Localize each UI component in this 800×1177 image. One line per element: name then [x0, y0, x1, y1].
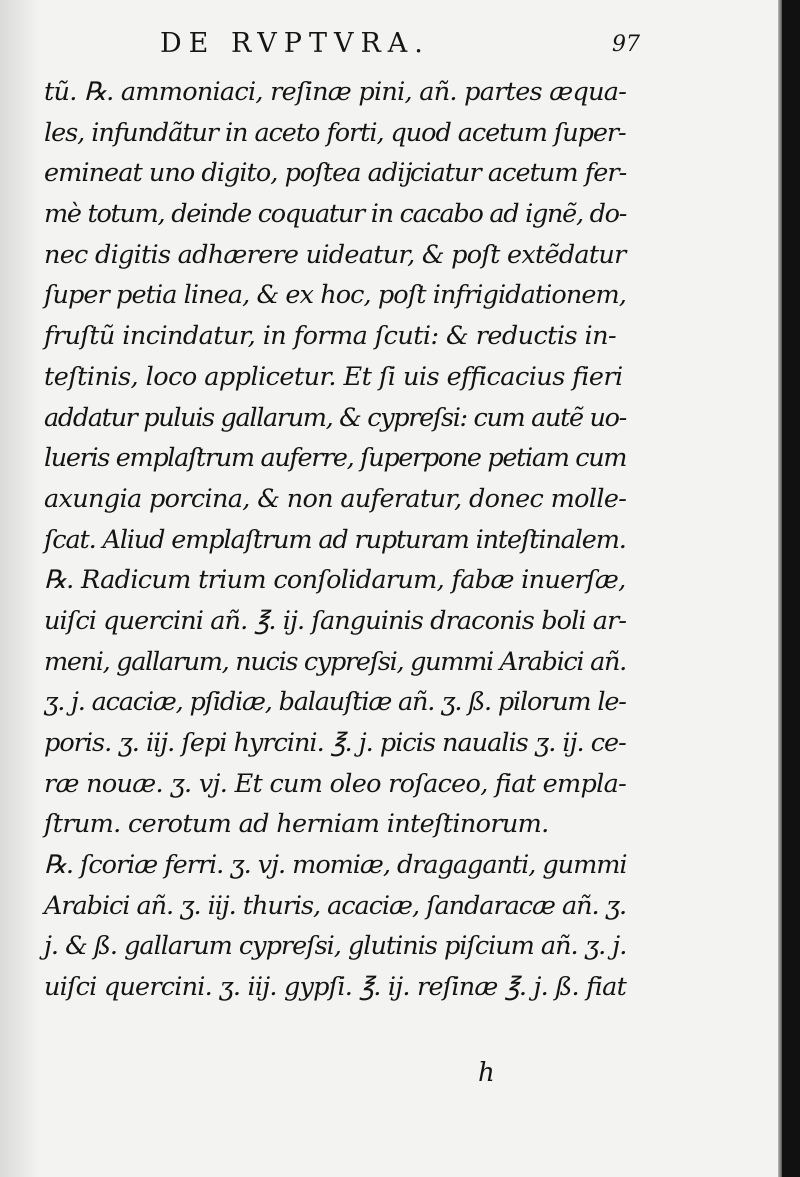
text-line: meni, gallarum, nucis cypreſsi, gummi Arabici añ. — [44, 646, 626, 677]
text-line: ſtrum. cerotum ad herniam inteſtinorum. — [44, 809, 549, 840]
text-line: lueris emplaſtrum auferre, ſuperpone petiam cum — [44, 443, 627, 474]
text-line: nec digitis adhærere uideatur, & poſt extẽdatur — [44, 239, 626, 270]
text-line: ſcat. Aliud emplaſtrum ad rupturam inteſtinalem. — [44, 524, 626, 555]
page-edge — [782, 0, 800, 1177]
text-block — [44, 72, 644, 1008]
text-line: Arabici añ. ʒ. iij. thuris, acaciæ, ſandaracæ añ. ʒ. — [44, 890, 627, 921]
text-line: axungia porcina, & non auferatur, donec molle- — [44, 483, 627, 514]
text-line: emineat uno digito, poſtea adĳciatur acetum fer- — [44, 158, 627, 189]
page-number: 97 — [612, 32, 640, 57]
text-line: tũ. ℞. ammoniaci, reſinæ pini, añ. partes æqua- — [44, 77, 627, 107]
text-line: uiſci quercini. ʒ. iij. gypſi. ℥. ij. reſinæ ℥. j. ß. fiat — [44, 972, 627, 1003]
text-line: ℞. ſcoriæ ferri. ʒ. vj. momiæ, dragaganti, gummi — [44, 850, 627, 881]
text-line: teſtinis, loco applicetur. Et ſi uis efficacius fieri — [44, 361, 623, 392]
text-line: ræ nouæ. ʒ. vj. Et cum oleo roſaceo, fiat empla- — [44, 768, 627, 799]
text-line: poris. ʒ. iij. ſepi hyrcini. ℥. j. picis naualis ʒ. ij. ce- — [44, 728, 626, 758]
text-line: les, infundãtur in aceto forti, quod acetum ſuper- — [44, 117, 626, 148]
page-header — [0, 26, 782, 66]
text-line: mè totum, deinde coquatur in cacabo ad ignẽ, do- — [44, 199, 627, 230]
text-line: ʒ. j. acaciæ, pſidiæ, balauſtiæ añ. ʒ. ß. pilorum le- — [44, 687, 626, 718]
text-line: fruſtũ incindatur, in forma ſcuti: & reductis in- — [44, 321, 616, 352]
text-line: ſuper petia linea, & ex hoc, poſt infrigidationem, — [44, 280, 626, 311]
text-line: addatur puluis gallarum, & cypreſsi: cum autẽ uo- — [44, 402, 626, 433]
running-head: DE RVPTVRA. — [160, 28, 430, 59]
text-line: ℞. Radicum trium conſolidarum, fabæ inuerſæ, — [44, 565, 626, 596]
catchword: h — [478, 1058, 495, 1088]
text-line: j. & ß. gallarum cypreſsi, glutinis piſcium añ. ʒ. j. — [44, 931, 627, 962]
gutter-shadow — [0, 0, 40, 1177]
text-line: uiſci quercini añ. ℥. ij. ſanguinis draconis boli ar- — [44, 605, 627, 636]
